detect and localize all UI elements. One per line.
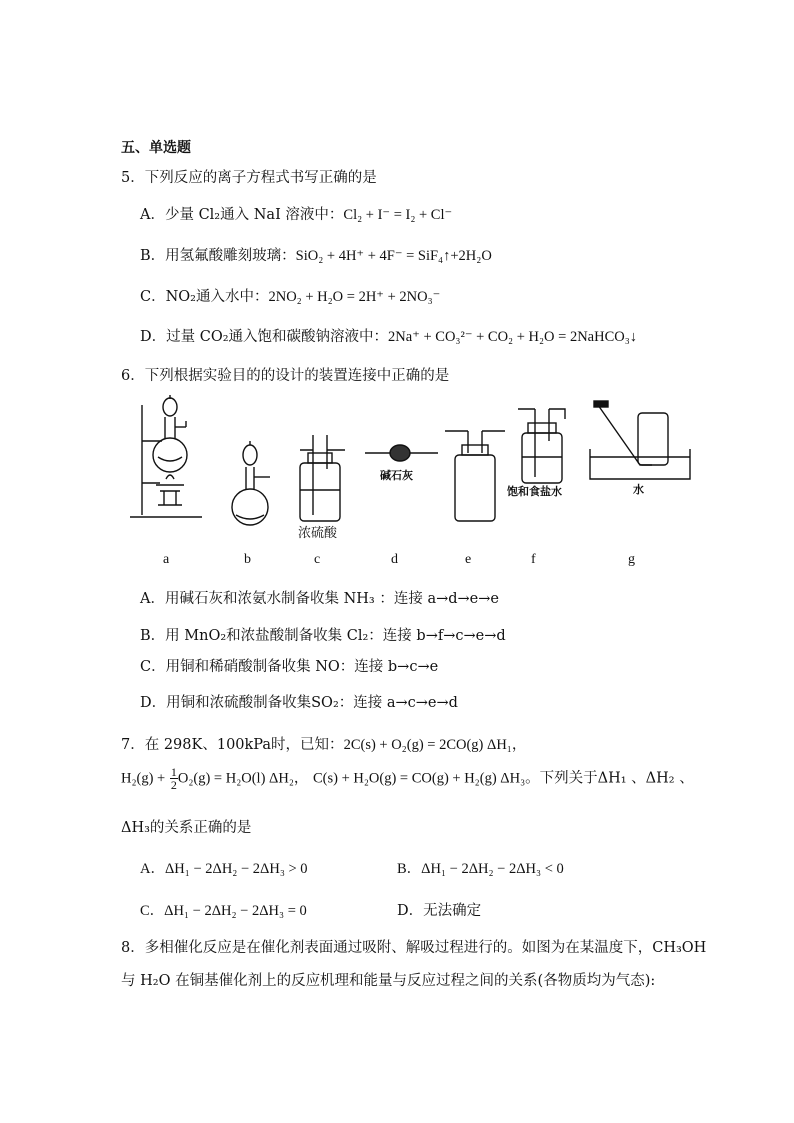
apparatus-f — [518, 409, 565, 483]
q7-line-1 — [121, 733, 526, 754]
apparatus-letter-a: a — [163, 552, 170, 567]
q6-option-d: D．用铜和浓硫酸制备收集SO₂：连接 a→c→e→d — [140, 695, 458, 711]
apparatus-g — [590, 401, 690, 479]
q7-line-3: ΔH₃的关系正确的是 — [121, 820, 252, 836]
q7-option-c: C．ΔH₁ − 2ΔH₂ − 2ΔH₃ = 0 — [140, 903, 307, 919]
q6-stem: 6．下列根据实验目的的设计的装置连接中正确的是 — [121, 368, 450, 384]
q5-option-d-equation: 2Na⁺ + CO₃²⁻ + CO₂ + H₂O = 2NaHCO₃↓ — [388, 329, 638, 345]
q8-line-1: 8．多相催化反应是在催化剂表面通过吸附、解吸过程进行的。如图为在某温度下，CH₃OH — [121, 940, 707, 956]
apparatus-a — [130, 395, 202, 517]
q7-option-a: A．ΔH₁ − 2ΔH₂ − 2ΔH₃ > 0 — [140, 861, 308, 877]
reagent-label-f: 饱和食盐水 — [507, 485, 562, 498]
apparatus-letter-e: e — [465, 552, 472, 567]
q6-option-a: A．用碱石灰和浓氨水制备收集 NH₃ ：连接 a→d→e→e — [140, 591, 499, 607]
q7-stem: 7．在 298K、100kPa时，已知： — [121, 737, 344, 753]
q7-equation-1: 2C(s) + O₂(g) = 2CO(g) ΔH₁， — [343, 737, 527, 753]
apparatus-letter-g: g — [628, 552, 635, 567]
reagent-label-c: 浓硫酸 — [298, 526, 338, 541]
q8-line-2: 与 H₂O 在铜基催化剂上的反应机理和能量与反应过程之间的关系(各物质均为气态): — [121, 973, 656, 989]
q5-option-a-equation: Cl₂ + I⁻ = I₂ + Cl⁻ — [343, 207, 453, 223]
apparatus-b — [232, 441, 270, 525]
q5-option-c-equation: 2NO₂ + H₂O = 2H⁺ + 2NO₃⁻ — [268, 289, 441, 305]
q5-option-b — [140, 244, 492, 265]
q5-option-b-text: B．用氢氟酸雕刻玻璃： — [140, 248, 296, 264]
q5-option-a — [140, 203, 452, 224]
q7-line-2 — [121, 766, 694, 791]
apparatus-letter-d: d — [391, 552, 398, 567]
q5-stem: 5．下列反应的离子方程式书写正确的是 — [121, 170, 377, 186]
q5-option-d — [140, 325, 637, 346]
apparatus-d — [365, 445, 438, 461]
reagent-label-g: 水 — [633, 483, 644, 496]
q7-equation-3: C(s) + H₂O(g) = CO(g) + H₂(g) ΔH₃ — [313, 770, 526, 787]
q7-fraction — [170, 766, 178, 791]
section-title: 五、单选题 — [121, 140, 191, 156]
q7-option-b: B．ΔH₁ − 2ΔH₂ − 2ΔH₃ < 0 — [397, 861, 564, 877]
q6-option-c: C．用铜和稀硝酸制备收集 NO：连接 b→c→e — [140, 659, 439, 675]
q5-option-c-text: C．NO₂通入水中： — [140, 289, 269, 305]
apparatus-e — [445, 431, 505, 521]
apparatus-letter-c: c — [314, 552, 321, 567]
q7-option-d: D．无法确定 — [397, 903, 482, 919]
q7-equation-2-prefix: H₂(g) + — [121, 770, 166, 787]
fraction-numerator: 1 — [170, 765, 177, 779]
apparatus-c — [300, 435, 345, 521]
fraction-denominator: 2 — [170, 778, 177, 792]
q6-option-b: B．用 MnO₂和浓盐酸制备收集 Cl₂：连接 b→f→c→e→d — [140, 628, 506, 644]
q5-option-c — [140, 285, 440, 306]
apparatus-letter-b: b — [244, 552, 251, 567]
q5-option-d-text: D．过量 CO₂通入饱和碳酸钠溶液中： — [140, 329, 389, 345]
q5-option-b-equation: SiO₂ + 4H⁺ + 4F⁻ = SiF₄↑+2H₂O — [295, 248, 492, 264]
q7-equation-2-suffix: O₂(g) = H₂O(l) ΔH₂， — [177, 770, 309, 787]
apparatus-figure — [120, 395, 700, 545]
q7-stem-tail: 。下列关于ΔH₁ 、ΔH₂ 、 — [525, 770, 694, 787]
reagent-label-d: 碱石灰 — [380, 469, 413, 482]
q5-option-a-text: A．少量 Cl₂通入 NaI 溶液中： — [140, 207, 344, 223]
apparatus-letter-f: f — [531, 552, 536, 567]
